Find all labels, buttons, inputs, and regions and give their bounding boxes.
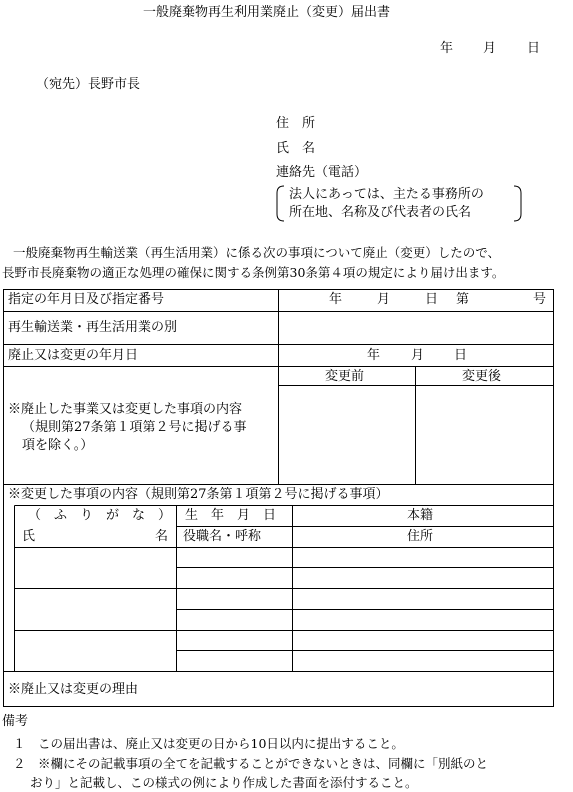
designation-number-suffix: 号	[533, 292, 547, 307]
remarks-item-2-line2: おり」と記載し、この様式の例により作成した書面を添付すること。	[30, 775, 418, 790]
corporate-note-line2: 所在地、名称及び代表者の氏名	[289, 205, 472, 220]
name-header-shi: 氏	[22, 529, 36, 544]
applicant-name-label: 氏 名	[276, 141, 316, 156]
change-content-label-1: ※廃止した事業又は変更した事項の内容	[8, 402, 243, 417]
right-bracket	[514, 186, 521, 221]
business-type-label: 再生輸送業・再生活用業の別	[8, 320, 178, 335]
remarks-item-1: １ この届出書は、廃止又は変更の日から10日以内に提出すること。	[13, 736, 404, 751]
designation-label: 指定の年月日及び指定番号	[8, 292, 165, 307]
designation-day: 日	[425, 292, 439, 307]
birthdate-header: 生 年 月 日	[185, 508, 277, 523]
designation-month: 月	[377, 292, 391, 307]
position-header: 役職名・呼称	[183, 529, 262, 544]
remarks-heading: 備考	[2, 714, 29, 729]
date-day: 日	[527, 41, 541, 56]
changed-items-label: ※変更した事項の内容（規則第27条第１項第２号に掲げる事項）	[8, 487, 389, 502]
applicant-address-label: 住 所	[276, 116, 316, 131]
corporate-note-line1: 法人にあっては、主たる事務所の	[289, 187, 484, 202]
reason-label: ※廃止又は変更の理由	[8, 682, 139, 697]
left-bracket	[277, 186, 284, 221]
designation-year: 年	[329, 292, 343, 307]
applicant-contact-label: 連絡先（電話）	[276, 165, 368, 180]
designation-number-prefix: 第	[456, 292, 470, 307]
furigana-header: （ ふ り が な ）	[28, 508, 172, 523]
change-content-label-3: 項を除く。）	[22, 438, 94, 453]
date-month: 月	[483, 41, 497, 56]
intro-line-2: 長野市長廃棄物の適正な処理の確保に関する条例第30条第４項の規定により届け出ます。	[2, 265, 505, 280]
address-header: 住所	[407, 529, 434, 544]
change-date-day: 日	[454, 348, 468, 363]
change-date-label: 廃止又は変更の年月日	[8, 348, 139, 363]
form-title: 一般廃棄物再生利用業廃止（変更）届出書	[143, 5, 391, 20]
change-content-label-2: （規則第27条第１項第２号に掲げる事	[22, 420, 247, 435]
addressee: （宛先）長野市長	[36, 77, 141, 92]
before-header: 変更前	[325, 369, 365, 384]
remarks-item-2-line1: ２ ※欄にその記載事項の全てを記載することができないときは、同欄に「別紙のと	[13, 756, 489, 771]
domicile-header: 本籍	[407, 508, 434, 523]
change-date-year: 年	[367, 348, 381, 363]
intro-line-1: 一般廃棄物再生輸送業（再生活用業）に係る次の事項について廃止（変更）したので、	[13, 245, 501, 260]
name-header-mei: 名	[155, 529, 169, 544]
after-header: 変更後	[462, 369, 502, 384]
change-date-month: 月	[411, 348, 425, 363]
date-year: 年	[440, 41, 454, 56]
